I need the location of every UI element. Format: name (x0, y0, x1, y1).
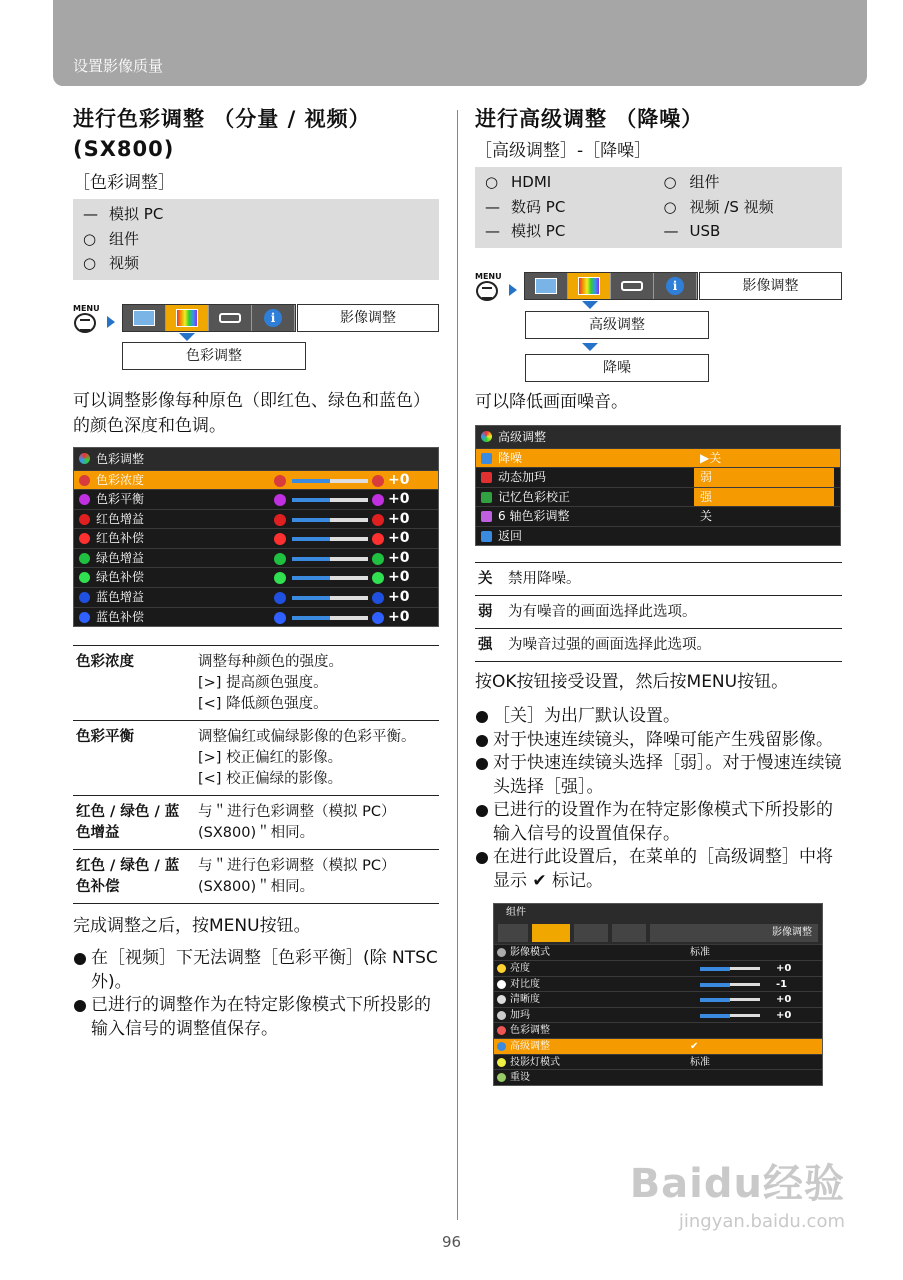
submenu-label: 色彩调整 (122, 342, 306, 370)
projector-icon (621, 281, 643, 291)
left-intro: 可以调整影像每种原色（即红色、绿色和蓝色）的颜色深度和色调。 (73, 390, 430, 436)
osd-row-label: 加玛 (510, 1009, 530, 1021)
osd-row-label: 6 轴色彩调整 (498, 509, 570, 524)
setting-icon (481, 531, 492, 542)
color-dot-icon (79, 494, 90, 505)
menu-top-label: 影像调整 (297, 304, 439, 332)
tab-info (252, 305, 295, 331)
left-nav-diagram (73, 304, 439, 409)
slider-bar (292, 557, 368, 561)
osd-row-value: 标准 (690, 947, 710, 959)
osd-row (74, 509, 438, 529)
table-row: 关 禁用降噪。 (475, 563, 842, 596)
watermark-url: jingyan.baidu.com (678, 1211, 845, 1232)
slider-bar (292, 518, 368, 522)
menu-item-icon (497, 1026, 506, 1035)
osd-row (476, 506, 840, 526)
right-after-text: 按OK按钮接受设置，然后按MENU按钮。 (475, 672, 789, 693)
osd-row-value: +0 (388, 510, 410, 527)
slider-left-icon (274, 475, 286, 487)
menu-button-icon: MENU (73, 304, 103, 334)
table-row: 强 为噪音过强的画面选择此选项。 (475, 629, 842, 662)
submenu-label-2: 降噪 (525, 354, 709, 382)
osd-row (476, 448, 840, 468)
arrow-right-icon (107, 316, 115, 328)
submenu-label-1: 高级调整 (525, 311, 709, 339)
slider-bar (700, 967, 760, 970)
slider-right-icon (372, 475, 384, 487)
table-row: 红色 / 绿色 / 蓝色增益 与＂进行色彩调整（模拟 PC）(SX800)＂相同。 (73, 796, 439, 850)
osd-row (494, 1069, 822, 1085)
watermark (630, 1152, 845, 1232)
list-item: 已进行的调整作为在特定影像模式下所投影的输入信号的调整值保存。 (73, 994, 439, 1041)
osd-row-value: +0 (776, 994, 792, 1006)
tab-image-adjust (532, 924, 570, 942)
slider-right-icon (372, 514, 384, 526)
osd-row-label: 重设 (510, 1072, 530, 1084)
arrow-right-icon (509, 284, 517, 296)
osd-row (74, 548, 438, 568)
right-heading: 进行高级调整 （降噪） (475, 107, 704, 131)
noise-reduction-table (475, 562, 842, 662)
osd-row (494, 944, 822, 960)
slider-right-icon (372, 572, 384, 584)
osd-row-value: ✔ (690, 1041, 699, 1053)
tab-info (612, 924, 646, 942)
color-dot-icon (79, 572, 90, 583)
slider-right-icon (372, 533, 384, 545)
image-adjust-osd (493, 903, 823, 1085)
osd-row-label: 清晰度 (510, 994, 540, 1006)
page-header (53, 0, 867, 86)
osd-row (494, 1007, 822, 1023)
setting-icon (481, 492, 492, 503)
slider-left-icon (274, 514, 286, 526)
page-number: 96 (441, 1233, 462, 1251)
left-notes (73, 947, 439, 1041)
osd2-tab-bar (494, 922, 822, 944)
menu-item-icon (497, 995, 506, 1004)
tab-projector (611, 273, 654, 299)
slider-bar (292, 576, 368, 580)
left-signal-options: — 模拟 PC ○ 组件 ○ 视频 (73, 199, 439, 280)
table-row: 弱 为有噪音的画面选择此选项。 (475, 596, 842, 629)
color-dot-icon (79, 553, 90, 564)
slider-bar (292, 498, 368, 502)
osd-row-value: +0 (388, 491, 410, 508)
slider-left-icon (274, 553, 286, 565)
osd-title: 高级调整 (476, 426, 840, 448)
osd2-tab-label: 影像调整 (650, 924, 818, 942)
osd-row-label: 动态加玛 (498, 470, 547, 485)
color-dot-icon (79, 612, 90, 623)
osd-row (494, 1038, 822, 1054)
menu-item-icon (497, 1011, 506, 1020)
slider-bar (292, 479, 368, 483)
osd-row (494, 991, 822, 1007)
color-dot-icon (79, 533, 90, 544)
right-signal-options: ○ HDMI ○ 组件 — 数码 PC ○ 视频 /S 视频 — 模拟 PC — USB (475, 167, 842, 248)
table-row: 色彩浓度 调整每种颜色的强度。 [>] 提高颜色强度。 [<] 降低颜色强度。 (73, 646, 439, 721)
left-description-table (73, 645, 439, 904)
setting-icon (481, 472, 492, 483)
list-item: 对于快速连续镜头选择［弱］。对于慢速连续镜头选择［强］。 (475, 752, 842, 799)
list-item: 对于快速连续镜头，降噪可能产生残留影像。 (475, 729, 842, 753)
info-icon: i (666, 277, 684, 295)
osd-row (74, 528, 438, 548)
slider-left-icon (274, 592, 286, 604)
arrow-down-icon (582, 343, 598, 351)
palette-icon (79, 453, 90, 464)
osd-row (74, 607, 438, 627)
left-menu-path: ［色彩调整］ (73, 173, 175, 193)
list-item: 在［视频］下无法调整［色彩平衡］(除 NTSC 外)。 (73, 947, 439, 994)
osd-row-label: 色彩浓度 (96, 472, 145, 487)
osd-row (494, 1022, 822, 1038)
osd-row-label: 降噪 (498, 450, 523, 465)
slider-bar (292, 537, 368, 541)
slider-right-icon (372, 553, 384, 565)
right-menu-path: ［高级调整］-［降噪］ (475, 141, 652, 161)
tab-image-adjust (568, 273, 611, 299)
menu-item-icon (497, 1058, 506, 1067)
osd-row-label: 绿色增益 (96, 550, 145, 565)
osd-row-label: 红色增益 (96, 511, 145, 526)
color-dot-icon (79, 514, 90, 525)
osd-row (476, 526, 840, 546)
osd-row (494, 960, 822, 976)
osd-row-value: 标准 (690, 1056, 710, 1068)
menu-item-icon (497, 1042, 506, 1051)
tab-screen (123, 305, 166, 331)
color-dot-icon (79, 475, 90, 486)
color-dot-icon (79, 592, 90, 603)
osd-row (476, 487, 840, 507)
screen-icon (535, 278, 557, 294)
osd-row-label: 红色补偿 (96, 531, 145, 546)
osd-row-value: +0 (388, 549, 410, 566)
osd-row-value: +0 (388, 589, 410, 606)
osd-row-option: 弱 (694, 468, 834, 487)
osd-row-label: 绿色补偿 (96, 570, 145, 585)
tab-projector (574, 924, 608, 942)
right-nav-diagram (475, 272, 842, 390)
slider-right-icon (372, 494, 384, 506)
slider-bar (292, 596, 368, 600)
table-row: 红色 / 绿色 / 蓝色补偿 与＂进行色彩调整（模拟 PC）(SX800)＂相同。 (73, 850, 439, 904)
list-item: ［关］为出厂默认设置。 (475, 705, 842, 729)
setting-icon (481, 511, 492, 522)
osd-row-value: -1 (776, 978, 788, 990)
osd-row (74, 587, 438, 607)
left-column (73, 104, 439, 1041)
color-adjust-osd (73, 447, 439, 628)
osd-row-label: 投影灯模式 (510, 1056, 560, 1068)
osd-row-label: 蓝色增益 (96, 590, 145, 605)
menu-item-icon (497, 1073, 506, 1082)
osd-row-label: 色彩平衡 (96, 492, 145, 507)
osd-row-label: 色彩调整 (510, 1025, 550, 1037)
color-bars-icon (578, 277, 600, 295)
slider-bar (292, 616, 368, 620)
osd-row-value: +0 (388, 608, 410, 625)
osd-row-value: +0 (388, 471, 410, 488)
slider-left-icon (274, 533, 286, 545)
slider-left-icon (274, 572, 286, 584)
left-after-text: 完成调整之后，按MENU按钮。 (73, 916, 311, 937)
tab-image-adjust (166, 305, 209, 331)
setting-icon (481, 453, 492, 464)
menu-tab-bar (524, 272, 698, 300)
osd-row-label: 记忆色彩校正 (498, 489, 571, 504)
osd-row-label: 高级调整 (510, 1041, 550, 1053)
right-notes (475, 705, 842, 893)
menu-item-icon (497, 980, 506, 989)
menu-item-icon (497, 964, 506, 973)
tab-screen (525, 273, 568, 299)
tab-projector (209, 305, 252, 331)
menu-tab-bar (122, 304, 296, 332)
table-row: 色彩平衡 调整偏红或偏绿影像的色彩平衡。 [>] 校正偏红的影像。 [<] 校正偏绿的影像。 (73, 721, 439, 796)
osd-row (74, 489, 438, 509)
slider-bar (700, 983, 760, 986)
slider-bar (700, 998, 760, 1001)
tab-screen (498, 924, 528, 942)
left-heading: 进行色彩调整 （分量 / 视频） (SX800) (73, 107, 371, 161)
osd-row-label: 影像模式 (510, 947, 550, 959)
osd-row-option: ▶关 (694, 449, 834, 468)
osd-row-value: +0 (776, 963, 792, 975)
arrow-down-icon (179, 333, 195, 341)
slider-right-icon (372, 612, 384, 624)
arrow-down-icon (582, 301, 598, 309)
watermark-logo: Baidu经验 (629, 1161, 845, 1207)
list-item: 在进行此设置后，在菜单的［高级调整］中将显示 ✔ 标记。 (475, 846, 842, 893)
menu-top-label: 影像调整 (699, 272, 842, 300)
osd-row-label: 对比度 (510, 978, 540, 990)
menu-button-icon: MENU (475, 272, 505, 302)
info-icon: i (264, 309, 282, 327)
osd-row (494, 1054, 822, 1070)
osd-row (74, 567, 438, 587)
osd-title: 色彩调整 (74, 448, 438, 470)
osd-row-value: +0 (776, 1009, 792, 1021)
osd-row-label: 返回 (498, 528, 523, 543)
slider-left-icon (274, 612, 286, 624)
column-divider (457, 110, 458, 1220)
list-item: 已进行的设置作为在特定影像模式下所投影的输入信号的设置值保存。 (475, 799, 842, 846)
osd-row (494, 976, 822, 992)
osd-row-value: +0 (388, 569, 410, 586)
slider-left-icon (274, 494, 286, 506)
section-title: 设置影像质量 (73, 57, 164, 75)
osd-row-option: 关 (700, 509, 713, 524)
right-intro: 可以降低画面噪音。 (475, 391, 628, 412)
projector-icon (219, 313, 241, 323)
screen-icon (133, 310, 155, 326)
menu-item-icon (497, 948, 506, 957)
osd2-title: 组件 (494, 904, 822, 922)
slider-right-icon (372, 592, 384, 604)
osd-row-option: 强 (694, 488, 834, 507)
color-bars-icon (176, 309, 198, 327)
slider-bar (700, 1014, 760, 1017)
tab-info (654, 273, 697, 299)
osd-row (476, 467, 840, 487)
palette-icon (481, 431, 492, 442)
osd-row-value: +0 (388, 530, 410, 547)
right-column (475, 104, 842, 1086)
advanced-adjust-osd (475, 425, 841, 547)
osd-row (74, 470, 438, 490)
osd-row-label: 蓝色补偿 (96, 609, 145, 624)
osd-row-label: 亮度 (510, 963, 530, 975)
